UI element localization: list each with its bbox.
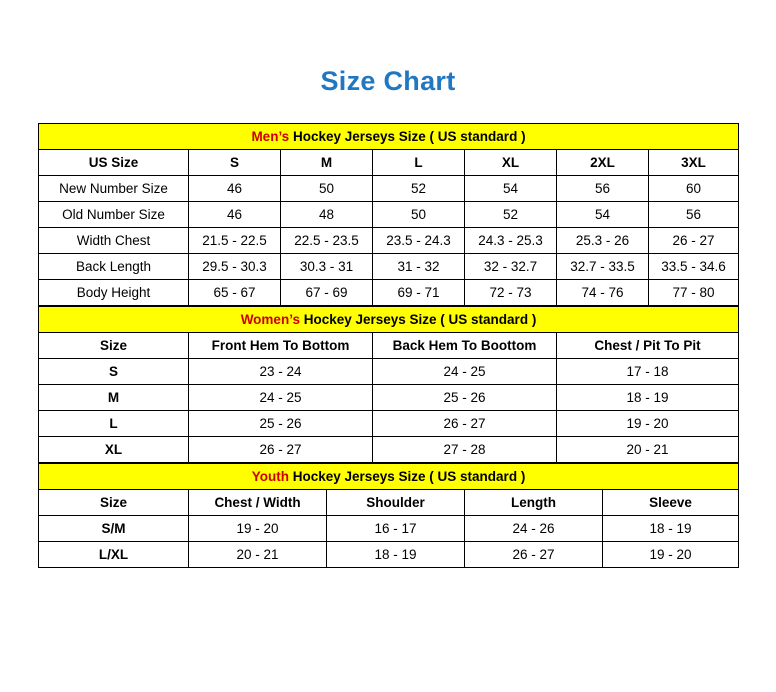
youth-row-label: L/XL (39, 542, 189, 568)
youth-cell: 26 - 27 (465, 542, 603, 568)
mens-cell: 25.3 - 26 (557, 228, 649, 254)
size-chart-tables (38, 97, 738, 568)
womens-header-cell: Back Hem To Boottom (373, 333, 557, 359)
womens-size-table (38, 306, 739, 463)
mens-cell: 46 (189, 176, 281, 202)
table-row (39, 437, 739, 463)
womens-header-cell: Chest / Pit To Pit (557, 333, 739, 359)
page-title: Size Chart (320, 66, 456, 96)
table-row (39, 385, 739, 411)
womens-band-accent: Women’s (240, 312, 300, 327)
mens-cell: 65 - 67 (189, 280, 281, 306)
mens-header-cell: US Size (39, 150, 189, 176)
mens-cell: 52 (465, 202, 557, 228)
womens-cell: 25 - 26 (373, 385, 557, 411)
mens-cell: 60 (649, 176, 739, 202)
mens-cell: 21.5 - 22.5 (189, 228, 281, 254)
mens-header-row (39, 150, 739, 176)
womens-row-label: L (39, 411, 189, 437)
youth-band-accent: Youth (251, 469, 289, 484)
mens-cell: 54 (557, 202, 649, 228)
youth-header-cell: Size (39, 490, 189, 516)
womens-cell: 25 - 26 (189, 411, 373, 437)
mens-cell: 32 - 32.7 (465, 254, 557, 280)
youth-row-label: S/M (39, 516, 189, 542)
womens-cell: 18 - 19 (557, 385, 739, 411)
mens-band-cell (39, 124, 739, 150)
mens-row-label: Back Length (39, 254, 189, 280)
womens-row-label: M (39, 385, 189, 411)
mens-cell: 33.5 - 34.6 (649, 254, 739, 280)
youth-header-cell: Chest / Width (189, 490, 327, 516)
mens-cell: 23.5 - 24.3 (373, 228, 465, 254)
youth-header-cell: Length (465, 490, 603, 516)
mens-cell: 69 - 71 (373, 280, 465, 306)
table-row (39, 411, 739, 437)
mens-header-cell: M (281, 150, 373, 176)
mens-band-accent: Men’s (251, 129, 290, 144)
mens-size-table (38, 123, 739, 306)
mens-row-label: Old Number Size (39, 202, 189, 228)
womens-cell: 20 - 21 (557, 437, 739, 463)
mens-cell: 52 (373, 176, 465, 202)
youth-header-cell: Shoulder (327, 490, 465, 516)
womens-band-cell (39, 307, 739, 333)
youth-size-table (38, 463, 739, 568)
womens-cell: 24 - 25 (189, 385, 373, 411)
mens-header-cell: S (189, 150, 281, 176)
table-row (39, 228, 739, 254)
mens-cell: 32.7 - 33.5 (557, 254, 649, 280)
mens-cell: 22.5 - 23.5 (281, 228, 373, 254)
mens-header-cell: L (373, 150, 465, 176)
mens-cell: 74 - 76 (557, 280, 649, 306)
mens-cell: 54 (465, 176, 557, 202)
mens-cell: 26 - 27 (649, 228, 739, 254)
mens-row-label: Body Height (39, 280, 189, 306)
mens-cell: 30.3 - 31 (281, 254, 373, 280)
mens-cell: 77 - 80 (649, 280, 739, 306)
table-row (39, 542, 739, 568)
youth-cell: 19 - 20 (189, 516, 327, 542)
womens-band-rest: Hockey Jerseys Size ( US standard ) (299, 312, 537, 327)
table-row (39, 176, 739, 202)
womens-cell: 19 - 20 (557, 411, 739, 437)
mens-band-rest: Hockey Jerseys Size ( US standard ) (289, 129, 526, 144)
youth-header-cell: Sleeve (603, 490, 739, 516)
youth-band-row (39, 464, 739, 490)
youth-header-row (39, 490, 739, 516)
table-row (39, 516, 739, 542)
mens-cell: 48 (281, 202, 373, 228)
mens-header-cell: 3XL (649, 150, 739, 176)
youth-cell: 24 - 26 (465, 516, 603, 542)
table-row (39, 359, 739, 385)
youth-cell: 18 - 19 (603, 516, 739, 542)
womens-header-cell: Front Hem To Bottom (189, 333, 373, 359)
womens-cell: 23 - 24 (189, 359, 373, 385)
youth-cell: 19 - 20 (603, 542, 739, 568)
youth-band-rest: Hockey Jerseys Size ( US standard ) (288, 469, 526, 484)
mens-cell: 31 - 32 (373, 254, 465, 280)
womens-band-row (39, 307, 739, 333)
womens-cell: 26 - 27 (189, 437, 373, 463)
youth-cell: 16 - 17 (327, 516, 465, 542)
womens-cell: 27 - 28 (373, 437, 557, 463)
mens-cell: 29.5 - 30.3 (189, 254, 281, 280)
mens-cell: 56 (649, 202, 739, 228)
mens-cell: 72 - 73 (465, 280, 557, 306)
mens-header-cell: XL (465, 150, 557, 176)
womens-cell: 26 - 27 (373, 411, 557, 437)
mens-row-label: Width Chest (39, 228, 189, 254)
womens-header-row (39, 333, 739, 359)
mens-cell: 56 (557, 176, 649, 202)
mens-band-row (39, 124, 739, 150)
youth-cell: 20 - 21 (189, 542, 327, 568)
table-row (39, 254, 739, 280)
table-row (39, 202, 739, 228)
table-row (39, 280, 739, 306)
mens-cell: 67 - 69 (281, 280, 373, 306)
mens-cell: 46 (189, 202, 281, 228)
mens-cell: 50 (281, 176, 373, 202)
mens-cell: 50 (373, 202, 465, 228)
womens-row-label: XL (39, 437, 189, 463)
youth-band-cell (39, 464, 739, 490)
youth-cell: 18 - 19 (327, 542, 465, 568)
womens-row-label: S (39, 359, 189, 385)
womens-cell: 17 - 18 (557, 359, 739, 385)
mens-header-cell: 2XL (557, 150, 649, 176)
womens-header-cell: Size (39, 333, 189, 359)
mens-cell: 24.3 - 25.3 (465, 228, 557, 254)
mens-row-label: New Number Size (39, 176, 189, 202)
womens-cell: 24 - 25 (373, 359, 557, 385)
